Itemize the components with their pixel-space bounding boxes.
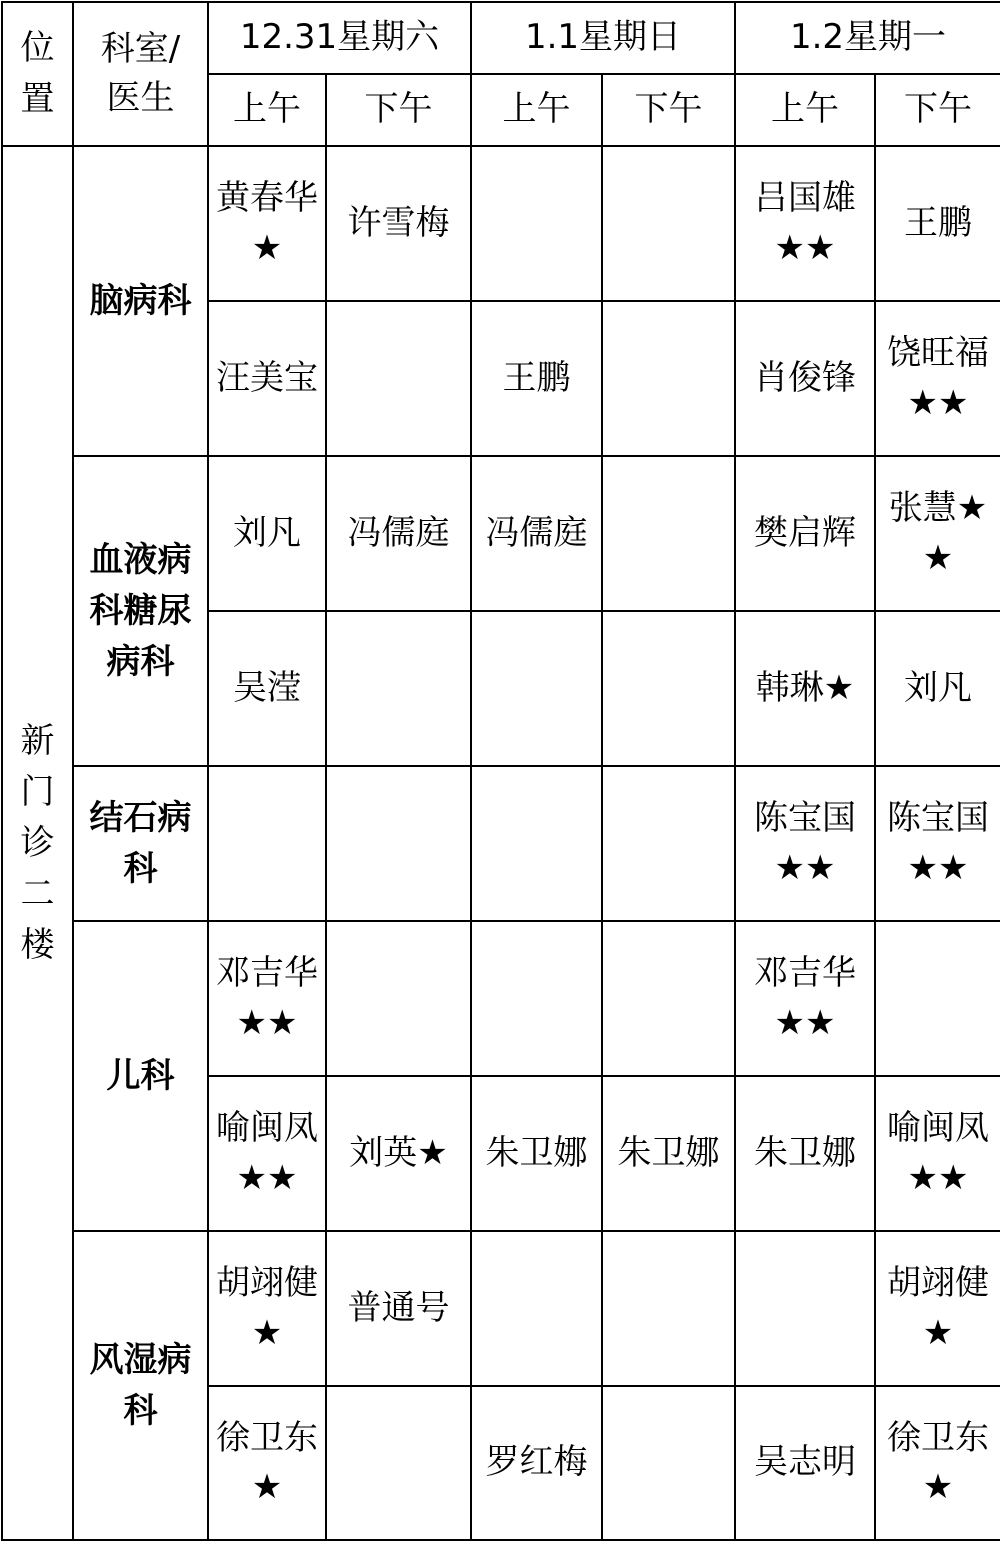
schedule-cell: 喻闽凤★★ xyxy=(208,1076,326,1231)
table-row xyxy=(2,146,1000,301)
schedule-cell xyxy=(602,611,735,766)
schedule-cell: 朱卫娜 xyxy=(735,1076,875,1231)
table-row xyxy=(2,921,1000,1076)
schedule-cell xyxy=(602,301,735,456)
schedule-cell: 张慧★★ xyxy=(875,456,1000,611)
schedule-cell xyxy=(471,611,602,766)
schedule-cell xyxy=(875,921,1000,1076)
schedule-cell xyxy=(326,921,471,1076)
am-header: 上午 xyxy=(208,74,326,146)
schedule-cell xyxy=(602,456,735,611)
am-header: 上午 xyxy=(735,74,875,146)
schedule-cell: 喻闽凤★★ xyxy=(875,1076,1000,1231)
schedule-cell xyxy=(326,611,471,766)
location-cell: 新门诊二楼 xyxy=(2,146,73,1540)
schedule-cell: 吴滢 xyxy=(208,611,326,766)
schedule-cell: 肖俊锋 xyxy=(735,301,875,456)
schedule-cell xyxy=(602,766,735,921)
pm-header: 下午 xyxy=(602,74,735,146)
schedule-cell: 朱卫娜 xyxy=(602,1076,735,1231)
schedule-cell: 冯儒庭 xyxy=(471,456,602,611)
schedule-cell: 冯儒庭 xyxy=(326,456,471,611)
schedule-cell xyxy=(471,1231,602,1386)
am-header: 上午 xyxy=(471,74,602,146)
table-row xyxy=(2,456,1000,611)
schedule-cell xyxy=(326,1386,471,1540)
schedule-cell: 樊启辉 xyxy=(735,456,875,611)
schedule-cell xyxy=(602,1231,735,1386)
schedule-cell: 刘英★ xyxy=(326,1076,471,1231)
schedule-cell xyxy=(326,766,471,921)
schedule-cell: 黄春华★ xyxy=(208,146,326,301)
department-cell: 风湿病科 xyxy=(73,1231,208,1540)
schedule-cell xyxy=(471,146,602,301)
table-row xyxy=(2,766,1000,921)
schedule-cell: 陈宝国★★ xyxy=(875,766,1000,921)
pm-header: 下午 xyxy=(326,74,471,146)
schedule-cell xyxy=(471,766,602,921)
pm-header: 下午 xyxy=(875,74,1000,146)
schedule-cell: 朱卫娜 xyxy=(471,1076,602,1231)
schedule-table xyxy=(1,1,1000,1541)
date-header: 12.31星期六 xyxy=(208,2,471,74)
schedule-cell: 韩琳★ xyxy=(735,611,875,766)
department-cell: 结石病科 xyxy=(73,766,208,921)
schedule-cell: 普通号 xyxy=(326,1231,471,1386)
schedule-cell: 胡翊健★ xyxy=(208,1231,326,1386)
schedule-cell xyxy=(735,1231,875,1386)
schedule-cell xyxy=(602,1386,735,1540)
date-header: 1.1星期日 xyxy=(471,2,735,74)
schedule-cell: 罗红梅 xyxy=(471,1386,602,1540)
schedule-cell: 徐卫东★ xyxy=(208,1386,326,1540)
position-header: 位置 xyxy=(2,2,73,146)
header-row-dates xyxy=(2,2,1000,74)
department-cell: 脑病科 xyxy=(73,146,208,456)
dept-doctor-header: 科室/医生 xyxy=(73,2,208,146)
schedule-cell: 许雪梅 xyxy=(326,146,471,301)
schedule-cell xyxy=(208,766,326,921)
schedule-cell: 刘凡 xyxy=(208,456,326,611)
table-row xyxy=(2,1231,1000,1386)
schedule-cell: 邓吉华★★ xyxy=(735,921,875,1076)
schedule-cell: 胡翊健★ xyxy=(875,1231,1000,1386)
schedule-cell xyxy=(326,301,471,456)
schedule-cell: 饶旺福★★ xyxy=(875,301,1000,456)
department-cell: 儿科 xyxy=(73,921,208,1231)
schedule-cell: 刘凡 xyxy=(875,611,1000,766)
schedule-cell: 邓吉华★★ xyxy=(208,921,326,1076)
schedule-cell: 汪美宝 xyxy=(208,301,326,456)
schedule-cell: 王鹏 xyxy=(875,146,1000,301)
department-cell: 血液病科糖尿病科 xyxy=(73,456,208,766)
schedule-cell: 吕国雄★★ xyxy=(735,146,875,301)
date-header: 1.2星期一 xyxy=(735,2,1000,74)
schedule-cell xyxy=(471,921,602,1076)
schedule-cell: 吴志明 xyxy=(735,1386,875,1540)
schedule-cell xyxy=(602,921,735,1076)
schedule-cell xyxy=(602,146,735,301)
schedule-cell: 王鹏 xyxy=(471,301,602,456)
schedule-cell: 徐卫东★ xyxy=(875,1386,1000,1540)
schedule-cell: 陈宝国★★ xyxy=(735,766,875,921)
